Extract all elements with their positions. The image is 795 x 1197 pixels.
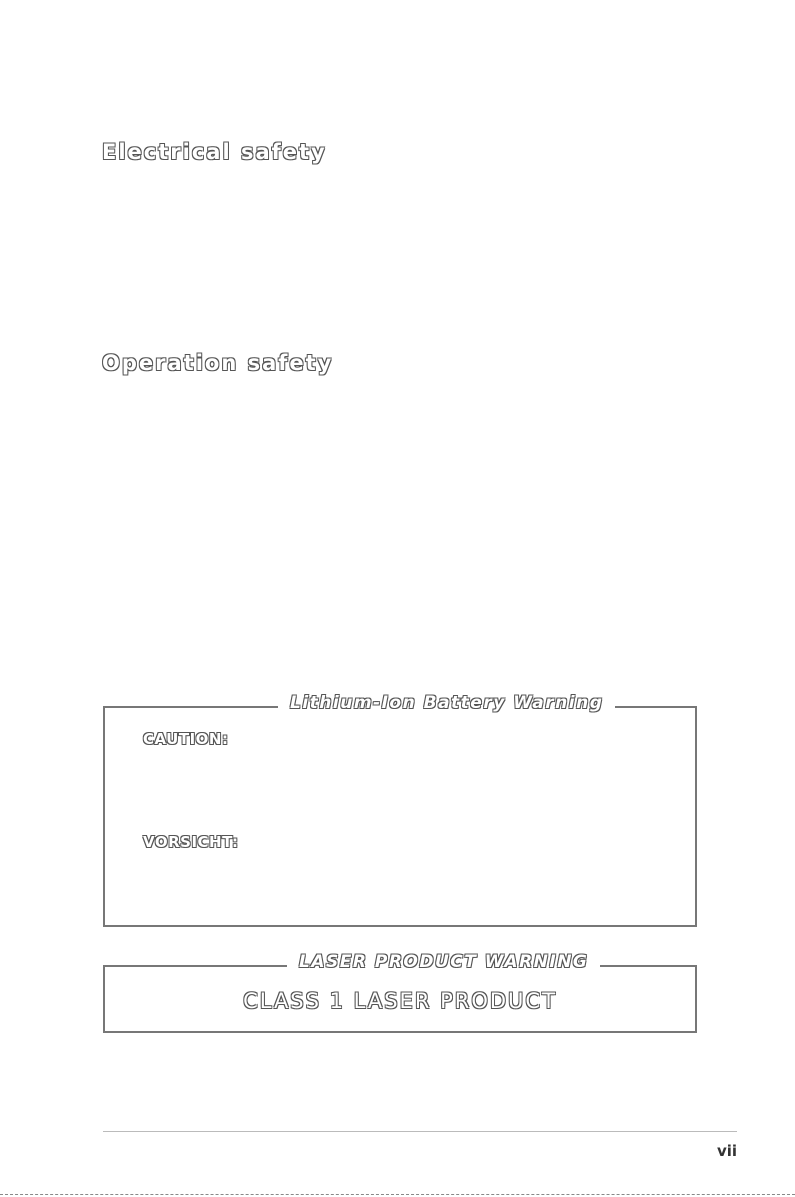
vorsicht-label: VORSICHT:	[143, 833, 239, 851]
laser-class-text: CLASS 1 LASER PRODUCT	[243, 989, 557, 1013]
battery-warning-box	[103, 693, 697, 927]
battery-warning-title: Lithium-Ion Battery Warning	[278, 693, 615, 713]
electrical-safety-heading: Electrical safety	[102, 140, 327, 164]
page-number: vii	[716, 1142, 737, 1160]
caution-label: CAUTION:	[143, 730, 229, 748]
page-bottom-edge	[0, 1194, 795, 1195]
operation-safety-heading: Operation safety	[102, 351, 334, 375]
laser-warning-title: LASER PRODUCT WARNING	[287, 952, 600, 972]
footer-divider	[103, 1131, 737, 1132]
laser-warning-box	[103, 952, 697, 1033]
